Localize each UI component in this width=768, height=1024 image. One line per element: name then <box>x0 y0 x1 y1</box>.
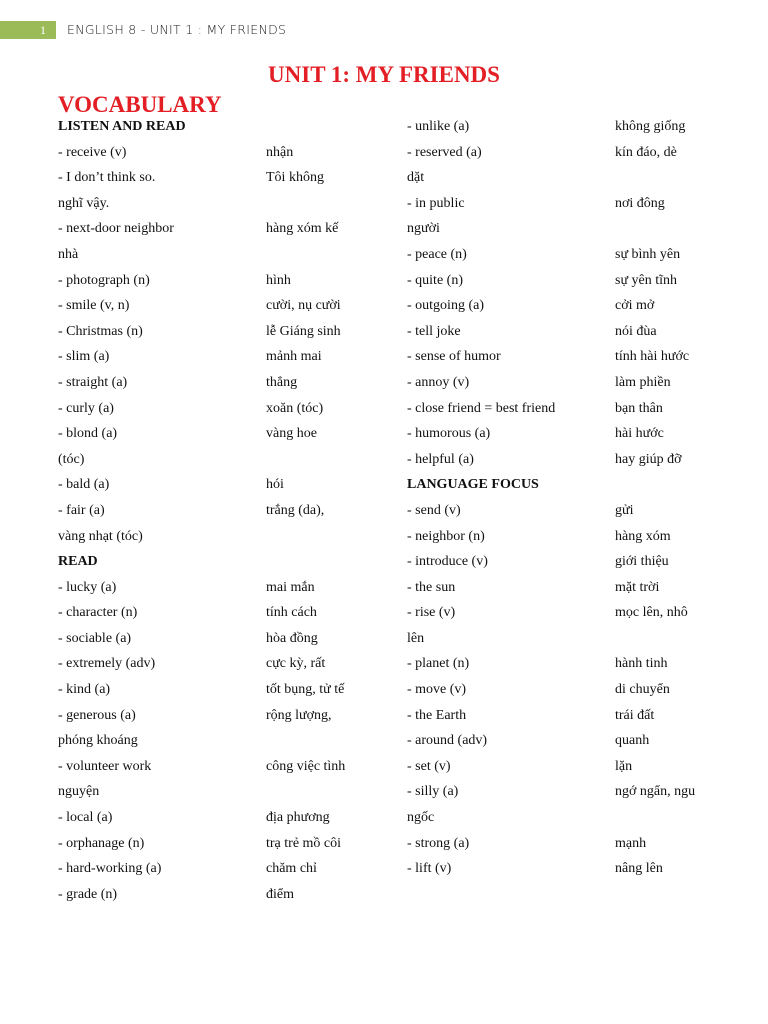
vocab-meaning: bạn thân <box>615 400 663 416</box>
vocab-meaning: giới thiệu <box>615 554 669 570</box>
vocab-meaning: mọc lên, nhô <box>615 605 688 621</box>
vocab-row <box>407 779 737 805</box>
vocab-term: - smile (v, n) <box>58 298 130 314</box>
vocab-term: - silly (a) <box>407 784 459 800</box>
vocab-term: - move (v) <box>407 682 467 698</box>
vocab-row <box>58 165 388 191</box>
vocab-term: - the sun <box>407 579 456 595</box>
vocab-row <box>407 242 737 268</box>
vocab-meaning: lặn <box>615 758 633 774</box>
vocab-term: - curly (a) <box>58 400 114 416</box>
header-title: ENGLISH 8 - UNIT 1 : MY FRIENDS <box>67 22 287 37</box>
vocab-term: - lift (v) <box>407 861 452 877</box>
vocab-row <box>58 575 388 601</box>
vocab-meaning: kín đáo, dè <box>615 144 677 160</box>
vocab-meaning: tính hài hước <box>615 349 690 365</box>
vocab-term: - local (a) <box>58 810 113 826</box>
vocab-row <box>58 421 388 447</box>
vocab-row <box>407 421 737 447</box>
vocab-meaning: quanh <box>615 733 650 749</box>
vocab-row <box>58 600 388 626</box>
vocab-term: - quite (n) <box>407 272 463 288</box>
vocab-row <box>407 626 737 652</box>
vocab-term: - photograph (n) <box>58 272 150 288</box>
section-heading-row <box>58 114 388 140</box>
vocab-row <box>407 856 737 882</box>
vocab-row <box>58 754 388 780</box>
vocab-term: - tell joke <box>407 323 461 339</box>
section-heading-row <box>407 472 737 498</box>
vocab-meaning: rộng lượng, <box>266 707 332 723</box>
vocab-row <box>407 549 737 575</box>
vocab-row <box>407 805 737 831</box>
vocab-term: - send (v) <box>407 502 461 518</box>
vocab-term: - neighbor (n) <box>407 528 485 544</box>
vocab-term: - lucky (a) <box>58 579 117 595</box>
vocab-meaning: mạnh <box>615 835 647 851</box>
vocab-term: - next-door neighbor <box>58 221 174 237</box>
vocab-row <box>58 779 388 805</box>
vocab-row <box>407 140 737 166</box>
vocab-term: - unlike (a) <box>407 119 470 134</box>
vocab-row <box>58 498 388 524</box>
vocab-meaning: mảnh mai <box>266 349 322 365</box>
vocab-meaning: hàng xóm kế <box>266 221 339 237</box>
vocab-term: - I don’t think so. <box>58 170 156 186</box>
vocab-meaning: hàng xóm <box>615 528 671 544</box>
vocab-term: nguyện <box>58 784 100 800</box>
vocab-row <box>407 728 737 754</box>
vocab-term: - peace (n) <box>407 246 467 262</box>
vocab-term: - humorous (a) <box>407 426 491 442</box>
vocab-term: - fair (a) <box>58 502 105 518</box>
vocab-row <box>58 396 388 422</box>
vocab-row <box>58 140 388 166</box>
vocab-meaning: địa phương <box>266 810 330 826</box>
vocab-meaning: chăm chỉ <box>266 861 317 877</box>
vocab-meaning: điểm <box>266 886 294 902</box>
vocab-meaning: nơi đông <box>615 195 665 211</box>
vocab-term: - slim (a) <box>58 349 110 365</box>
vocab-meaning: hòa đồng <box>266 630 318 646</box>
page-header <box>0 21 768 39</box>
vocab-row <box>58 216 388 242</box>
vocab-term: lên <box>407 630 425 646</box>
vocab-term: - sense of humor <box>407 349 501 365</box>
vocab-row <box>407 447 737 473</box>
vocab-row <box>407 575 737 601</box>
vocab-meaning: hình <box>266 272 291 288</box>
vocab-row <box>407 754 737 780</box>
vocab-term: - the Earth <box>407 707 467 723</box>
vocab-row <box>58 728 388 754</box>
vocab-row <box>58 651 388 677</box>
vocab-term: - blond (a) <box>58 426 118 442</box>
vocab-row <box>407 396 737 422</box>
vocab-row <box>58 703 388 729</box>
vocab-term: - strong (a) <box>407 835 470 851</box>
vocab-term: - generous (a) <box>58 707 136 723</box>
vocab-meaning: gửi <box>615 502 634 518</box>
vocab-term: - outgoing (a) <box>407 298 484 314</box>
vocab-term: - sociable (a) <box>58 630 132 646</box>
vocab-row <box>407 370 737 396</box>
vocab-meaning: trắng (da), <box>266 502 325 518</box>
vocab-row <box>407 677 737 703</box>
vocab-row <box>58 293 388 319</box>
vocab-row <box>58 882 388 908</box>
vocab-term: (tóc) <box>58 451 85 467</box>
vocab-term: - close friend = best friend <box>407 400 556 416</box>
vocab-term: ngốc <box>407 810 435 826</box>
vocab-row <box>58 677 388 703</box>
vocab-term: phóng khoáng <box>58 733 138 749</box>
vocab-term: - volunteer work <box>58 758 152 774</box>
page-number-tab <box>0 21 56 39</box>
vocab-row <box>407 216 737 242</box>
vocab-row <box>407 165 737 191</box>
vocab-row <box>58 626 388 652</box>
section-heading: LANGUAGE FOCUS <box>407 477 539 493</box>
vocab-meaning: tốt bụng, tử tế <box>266 682 345 698</box>
vocab-row <box>407 600 737 626</box>
vocab-row <box>58 524 388 550</box>
vocab-term: - around (adv) <box>407 733 488 749</box>
vocab-meaning: trái đất <box>615 707 655 723</box>
vocab-term: - in public <box>407 195 465 211</box>
vocab-meaning: lễ Giáng sinh <box>266 323 341 339</box>
vocab-row <box>407 344 737 370</box>
vocab-row <box>407 293 737 319</box>
vocab-row <box>58 319 388 345</box>
vocab-term: nghĩ vậy. <box>58 195 110 211</box>
vocab-row <box>58 344 388 370</box>
vocab-term: - character (n) <box>58 605 138 621</box>
vocab-term: - bald (a) <box>58 477 110 493</box>
vocab-term: - helpful (a) <box>407 451 474 467</box>
vocabulary-heading: VOCABULARY <box>58 92 222 117</box>
vocab-row <box>58 805 388 831</box>
vocab-term: - orphanage (n) <box>58 835 145 851</box>
vocab-term: - planet (n) <box>407 656 470 672</box>
vocab-meaning: mặt trời <box>615 579 660 595</box>
vocab-term: - Christmas (n) <box>58 323 143 339</box>
vocab-meaning: sự bình yên <box>615 246 681 262</box>
vocab-term: - extremely (adv) <box>58 656 156 672</box>
vocab-meaning: Tôi không <box>266 170 324 186</box>
vocab-meaning: hay giúp đỡ <box>615 451 682 467</box>
vocab-term: - set (v) <box>407 758 451 774</box>
section-heading: READ <box>58 554 98 570</box>
page-title: UNIT 1: MY FRIENDS <box>268 62 500 87</box>
page-number: 1 <box>40 23 46 37</box>
vocab-meaning: thẳng <box>266 374 298 390</box>
vocab-row <box>58 370 388 396</box>
vocab-row <box>58 472 388 498</box>
vocab-meaning: ngớ ngẩn, ngu <box>615 784 696 800</box>
vocab-column-left <box>58 114 388 907</box>
vocab-row <box>58 831 388 857</box>
vocab-term: - kind (a) <box>58 682 111 698</box>
vocab-meaning: vàng hoe <box>266 426 317 442</box>
vocab-column-right <box>407 114 737 882</box>
vocab-term: - hard-working (a) <box>58 861 162 877</box>
section-heading: LISTEN AND READ <box>58 119 186 134</box>
vocab-meaning: nói đùa <box>615 323 657 339</box>
vocab-row <box>407 498 737 524</box>
vocab-row <box>58 242 388 268</box>
vocab-meaning: xoăn (tóc) <box>266 400 324 416</box>
vocab-meaning: cực kỳ, rất <box>266 656 326 672</box>
vocab-term: nhà <box>58 246 79 262</box>
vocab-row <box>58 268 388 294</box>
vocab-meaning: công việc tình <box>266 758 346 774</box>
vocab-row <box>407 114 737 140</box>
vocab-row <box>407 831 737 857</box>
vocab-row <box>407 319 737 345</box>
vocab-meaning: làm phiền <box>615 374 671 390</box>
vocab-row <box>407 268 737 294</box>
vocab-row <box>407 703 737 729</box>
vocab-term: - straight (a) <box>58 374 128 390</box>
vocab-meaning: nhận <box>266 144 294 160</box>
vocab-row <box>58 191 388 217</box>
vocab-row <box>407 191 737 217</box>
vocab-row <box>407 651 737 677</box>
vocab-meaning: hài hước <box>615 426 664 442</box>
vocab-meaning: di chuyển <box>615 682 670 698</box>
vocab-meaning: hành tinh <box>615 656 668 672</box>
vocab-term: người <box>407 221 440 237</box>
vocab-meaning: mai mắn <box>266 579 315 595</box>
vocab-meaning: không giống <box>615 119 686 134</box>
vocab-meaning: sự yên tĩnh <box>615 272 678 288</box>
section-heading-row <box>58 549 388 575</box>
vocab-row <box>58 447 388 473</box>
vocab-meaning: cười, nụ cười <box>266 298 341 314</box>
vocab-meaning: trạ trẻ mồ côi <box>266 835 342 851</box>
vocab-meaning: nâng lên <box>615 861 663 877</box>
vocab-row <box>407 524 737 550</box>
vocab-term: dặt <box>407 170 425 186</box>
vocab-term: - rise (v) <box>407 605 456 621</box>
vocab-term: - receive (v) <box>58 144 127 160</box>
vocab-row <box>58 856 388 882</box>
vocab-meaning: cởi mở <box>615 298 655 314</box>
vocab-term: - grade (n) <box>58 886 118 902</box>
vocab-term: - annoy (v) <box>407 374 470 390</box>
vocab-term: - introduce (v) <box>407 554 488 570</box>
vocab-term: - reserved (a) <box>407 144 482 160</box>
vocab-meaning: tính cách <box>266 605 317 621</box>
vocab-term: vàng nhạt (tóc) <box>58 528 143 544</box>
vocab-meaning: hói <box>266 477 284 493</box>
